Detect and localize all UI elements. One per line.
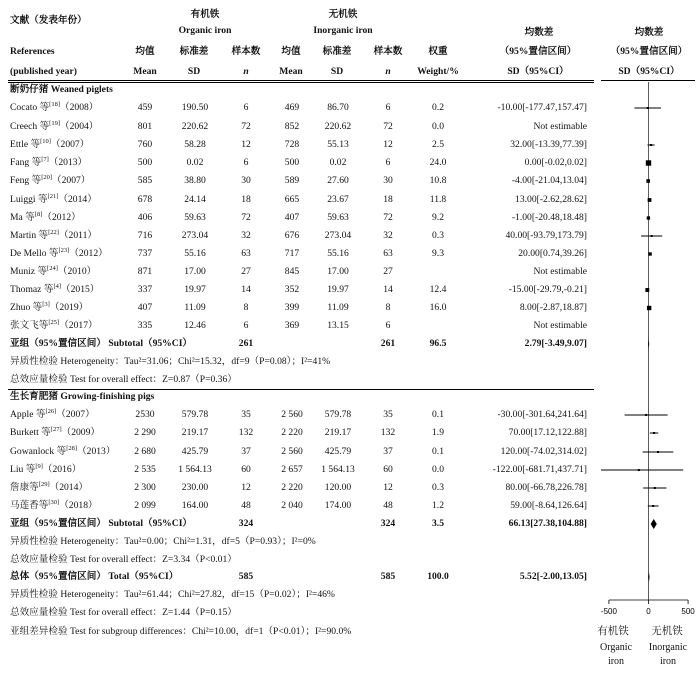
x-tick-label: 500 [681, 607, 695, 616]
study-author: Creech 等 [10, 121, 50, 132]
header-sd-ci-2: SD（95%CI） [618, 66, 680, 77]
study-author: Burkett 等 [10, 427, 51, 438]
mean-organic: 407 [137, 302, 153, 313]
mean-inorganic: 852 [284, 121, 300, 132]
sd-organic: 0.02 [186, 157, 204, 168]
axis-left-cn: 有机铁 [597, 626, 629, 637]
group-title: 断奶仔猪 Weaned piglets [10, 84, 113, 95]
header-organic-en: Organic iron [178, 25, 232, 36]
study-citation: [10] [40, 137, 51, 145]
study-citation: [8] [34, 210, 43, 218]
sd-organic: 230.00 [181, 482, 209, 493]
study-point [645, 414, 647, 416]
n-inorganic: 72 [383, 212, 393, 223]
n-organic: 6 [243, 157, 249, 168]
mean-diff-ci: -122.00[-681.71,437.71] [492, 464, 587, 475]
mean-organic: 2 535 [134, 464, 156, 475]
sd-organic: 11.09 [184, 302, 206, 313]
weight-value: 0.3 [432, 482, 444, 493]
sd-inorganic: 86.70 [327, 102, 349, 113]
n-organic: 14 [241, 284, 251, 295]
study-point [650, 144, 652, 146]
header-avg-cn-2: 均值 [281, 46, 301, 57]
study-author: Fang 等 [10, 157, 42, 168]
n-organic: 72 [241, 121, 251, 132]
mean-inorganic: 589 [284, 175, 300, 186]
mean-inorganic: 352 [284, 284, 300, 295]
sd-inorganic: 220.62 [324, 121, 352, 132]
weight-value: 2.5 [432, 139, 444, 150]
sd-inorganic: 0.02 [329, 157, 347, 168]
study-point [646, 160, 651, 165]
n-inorganic: 63 [383, 248, 393, 259]
study-citation: [24] [47, 264, 58, 272]
header-n-2: n [385, 66, 391, 77]
study-citation: [26] [45, 407, 57, 415]
subtotal-diamond [651, 519, 657, 529]
header-mean-1: Mean [133, 66, 157, 77]
mean-organic: 2 099 [134, 500, 156, 511]
study-author: Feng 等 [10, 175, 42, 186]
overall-effect-text: 总效应量检验 Test for overall effect：Z=0.87（P=0.36） [10, 374, 237, 385]
mean-diff-ci: 59.00[-8.64,126.64] [510, 500, 587, 511]
total-ci: 5.52[-2.00,13.05] [519, 571, 587, 582]
subtotal-n-inorganic: 261 [380, 338, 396, 349]
n-organic: 72 [241, 212, 251, 223]
study-author: Zhuo 等 [10, 302, 43, 313]
weight-value: 1.9 [432, 427, 444, 438]
study-year: （2016） [42, 464, 82, 475]
weight-value: 0.0 [432, 464, 444, 475]
sd-organic: 425.79 [181, 446, 209, 457]
subtotal-weight: 96.5 [429, 338, 447, 349]
study-citation: [25] [48, 318, 60, 326]
subtotal-weight: 3.5 [432, 518, 444, 529]
study-year: （2007） [50, 139, 90, 150]
axis-left-en-1: Organic [599, 642, 633, 653]
sd-organic: 219.17 [181, 427, 209, 438]
axis-right-en-1: Inorganic [648, 642, 688, 653]
mean-inorganic: 2 220 [281, 427, 303, 438]
mean-inorganic: 407 [284, 212, 300, 223]
overall-effect-text: 总效应量检验 Test for overall effect：Z=3.34（P<0.01） [10, 554, 237, 565]
n-inorganic: 6 [385, 320, 391, 331]
study-citation: [22] [48, 228, 59, 236]
sd-organic: 55.16 [184, 248, 206, 259]
header-sd-cn-1: 标准差 [179, 46, 209, 57]
mean-inorganic: 2 560 [281, 409, 303, 420]
weight-value: 24.0 [429, 157, 447, 168]
sd-organic: 273.04 [181, 230, 209, 241]
x-tick-label: -500 [600, 607, 617, 616]
mean-diff-ci: Not estimable [533, 121, 587, 132]
mean-diff-ci: 70.00[17.12,122.88] [508, 427, 587, 438]
mean-organic: 2 680 [134, 446, 156, 457]
study-author: Luiggi 等 [10, 194, 48, 205]
mean-diff-ci: 13.00[-2.62,28.62] [515, 194, 587, 205]
weight-value: 0.0 [432, 121, 444, 132]
weight-value: 9.3 [432, 248, 444, 259]
study-year: （2013） [77, 446, 116, 457]
mean-organic: 337 [137, 284, 153, 295]
n-organic: 30 [241, 175, 251, 186]
mean-inorganic: 676 [284, 230, 300, 241]
mean-diff-ci: Not estimable [533, 320, 587, 331]
mean-inorganic: 2 560 [281, 446, 303, 457]
study-citation: [29] [38, 480, 50, 488]
n-inorganic: 48 [383, 500, 393, 511]
header-weight-cn: 权重 [428, 46, 448, 57]
sd-organic: 17.00 [184, 266, 206, 277]
mean-organic: 335 [137, 320, 153, 331]
mean-organic: 2 290 [134, 427, 156, 438]
weight-value: 9.2 [432, 212, 444, 223]
study-author: 张文飞等 [10, 320, 49, 331]
mean-organic: 737 [137, 248, 153, 259]
axis-left-en-2: iron [607, 656, 625, 667]
study-point [647, 306, 651, 310]
n-inorganic: 6 [385, 102, 391, 113]
study-year: （2017） [59, 320, 98, 331]
study-author: De Mello 等 [10, 248, 59, 259]
header-sd-cn-2: 标准差 [322, 46, 352, 57]
header-weight: Weight/% [417, 66, 459, 77]
n-organic: 32 [241, 230, 251, 241]
n-inorganic: 32 [383, 230, 393, 241]
mean-diff-ci: Not estimable [533, 266, 587, 277]
sd-organic: 12.46 [184, 320, 206, 331]
sd-organic: 38.80 [184, 175, 206, 186]
header-organic-cn: 有机铁 [190, 9, 220, 20]
sd-organic: 1 564.13 [178, 464, 212, 475]
header-n-1: n [243, 66, 249, 77]
sd-organic: 24.14 [184, 194, 206, 205]
sd-inorganic: 579.78 [324, 409, 352, 420]
sd-inorganic: 11.09 [327, 302, 349, 313]
header-ci-cn: （95%置信区间） [499, 46, 577, 57]
study-year: （2007） [52, 175, 91, 186]
sd-inorganic: 27.60 [327, 175, 349, 186]
sd-organic: 220.62 [181, 121, 209, 132]
mean-organic: 2 300 [134, 482, 156, 493]
mean-inorganic: 369 [284, 320, 300, 331]
study-author: 马莲香等 [10, 500, 49, 511]
study-citation: [30] [48, 498, 60, 506]
n-organic: 27 [241, 266, 251, 277]
sd-organic: 164.00 [181, 500, 209, 511]
study-point [647, 107, 649, 109]
study-year: （2007） [56, 409, 95, 420]
subtotal-ci: 66.13[27.38,104.88] [508, 518, 587, 529]
sd-inorganic: 219.17 [324, 427, 352, 438]
weight-value: 1.2 [432, 500, 444, 511]
mean-diff-ci: -10.00[-177.47,157.47] [497, 102, 587, 113]
sd-inorganic: 174.00 [324, 500, 352, 511]
n-organic: 6 [243, 320, 249, 331]
sd-inorganic: 1 564.13 [321, 464, 355, 475]
subtotal-n-organic: 261 [238, 338, 254, 349]
n-inorganic: 27 [383, 266, 393, 277]
subtotal-n-organic: 324 [238, 518, 254, 529]
header-n-cn-1: 样本数 [231, 46, 261, 57]
n-inorganic: 8 [385, 302, 391, 313]
mean-organic: 459 [137, 102, 153, 113]
mean-inorganic: 2 040 [281, 500, 303, 511]
weight-value: 12.4 [429, 284, 447, 295]
n-organic: 48 [241, 500, 251, 511]
header-references: References [10, 46, 55, 57]
study-citation: [18] [49, 100, 61, 108]
mean-inorganic: 500 [284, 157, 300, 168]
n-inorganic: 132 [380, 427, 396, 438]
mean-diff-ci: 120.00[-74.02,314.02] [500, 446, 587, 457]
study-author: Liu 等 [10, 464, 36, 475]
header-mean-cn-2: 均数差 [634, 27, 664, 38]
sd-inorganic: 17.00 [327, 266, 349, 277]
mean-diff-ci: -15.00[-29.79,-0.21] [508, 284, 587, 295]
n-organic: 63 [241, 248, 251, 259]
study-citation: [21] [47, 192, 59, 200]
mean-organic: 801 [137, 121, 153, 132]
mean-organic: 585 [137, 175, 153, 186]
study-author: Gowanlock 等 [10, 446, 67, 457]
study-citation: [20] [41, 173, 53, 181]
mean-diff-ci: 0.00[-0.02,0.02] [524, 157, 587, 168]
study-year: （2015） [61, 284, 100, 295]
n-inorganic: 30 [383, 175, 393, 186]
mean-organic: 406 [137, 212, 153, 223]
heterogeneity-text: 异质性检验 Heterogeneity：Tau²=0.00；Chi²=1.31，df=5（P=0.93）；I²=0% [10, 536, 316, 547]
sd-inorganic: 13.15 [327, 320, 349, 331]
weight-value: 0.1 [432, 446, 444, 457]
x-tick-label: 0 [646, 607, 651, 616]
study-point [648, 198, 652, 202]
total-heterogeneity-text: 异质性检验 Heterogeneity：Tau²=61.44；Chi²=27.82，df=15（P=0.02）；I²=46% [10, 589, 335, 600]
sd-inorganic: 55.16 [327, 248, 349, 259]
study-year: （2018） [59, 500, 98, 511]
header-sd-1: SD [187, 66, 201, 77]
sd-inorganic: 55.13 [327, 139, 349, 150]
subtotal-ci: 2.79[-3.49,9.07] [524, 338, 587, 349]
n-inorganic: 12 [383, 482, 393, 493]
mean-diff-ci: -4.00[-21.04,13.04] [511, 175, 587, 186]
n-inorganic: 6 [385, 157, 391, 168]
study-author: Muniz 等 [10, 266, 48, 277]
study-author: Martin 等 [10, 230, 49, 241]
study-year: （2004） [60, 121, 99, 132]
mean-inorganic: 717 [284, 248, 300, 259]
sd-organic: 59.63 [184, 212, 206, 223]
header-inorganic-en: Inorganic iron [313, 25, 373, 36]
mean-inorganic: 845 [284, 266, 300, 277]
study-year: （2014） [58, 194, 97, 205]
sd-organic: 190.50 [181, 102, 209, 113]
subgroup-difference-text: 亚组差异检验 Test for subgroup differences：Chi²=10.00，df=1（P<0.01）；I²=90.0% [10, 626, 352, 637]
mean-inorganic: 728 [284, 139, 300, 150]
n-organic: 12 [241, 482, 251, 493]
study-author: Cocato 等 [10, 102, 50, 113]
n-organic: 12 [241, 139, 251, 150]
mean-diff-ci: 80.00[-66.78,226.78] [505, 482, 587, 493]
study-citation: [4] [53, 282, 62, 290]
study-year: （2013） [48, 157, 88, 168]
total-weight: 100.0 [427, 571, 449, 582]
mean-diff-ci: 40.00[-93.79,173.79] [505, 230, 587, 241]
mean-inorganic: 2 657 [281, 464, 303, 475]
study-point [653, 432, 655, 434]
total-n-inorganic: 585 [380, 571, 396, 582]
header-inorganic-cn: 无机铁 [328, 9, 358, 20]
study-year: （2019） [49, 302, 89, 313]
study-point [657, 451, 659, 453]
sd-inorganic: 425.79 [324, 446, 352, 457]
sd-organic: 579.78 [181, 409, 209, 420]
study-citation: [9] [35, 462, 43, 470]
study-point [648, 252, 651, 255]
sd-inorganic: 19.97 [327, 284, 349, 295]
mean-organic: 678 [137, 194, 153, 205]
n-inorganic: 60 [383, 464, 393, 475]
n-inorganic: 14 [383, 284, 393, 295]
n-organic: 8 [243, 302, 249, 313]
study-point [651, 235, 653, 237]
header-ref-cn: 文献（发表年份） [10, 15, 87, 26]
mean-inorganic: 665 [284, 194, 300, 205]
subtotal-label: 亚组（95%置信区间） Subtotal（95%CI） [10, 518, 193, 529]
study-year: （2008） [60, 102, 99, 113]
weight-value: 0.1 [432, 409, 444, 420]
mean-organic: 871 [137, 266, 153, 277]
sd-inorganic: 59.63 [327, 212, 349, 223]
mean-inorganic: 469 [284, 102, 300, 113]
sd-organic: 19.97 [184, 284, 206, 295]
study-citation: [3] [42, 300, 50, 308]
subtotal-label: 亚组（95%置信区间） Subtotal（95%CI） [10, 338, 193, 349]
mean-inorganic: 399 [284, 302, 300, 313]
study-point [647, 216, 650, 219]
header-pub-year: (published year) [10, 66, 77, 77]
header-sd-ci: SD（95%CI） [507, 66, 569, 77]
weight-value: 11.8 [429, 194, 447, 205]
study-author: 詹康等 [10, 482, 39, 493]
mean-organic: 2530 [135, 409, 155, 420]
sd-inorganic: 273.04 [324, 230, 352, 241]
study-year: （2010） [57, 266, 97, 277]
mean-organic: 760 [137, 139, 153, 150]
sd-inorganic: 23.67 [327, 194, 349, 205]
group-title: 生长育肥猪 Growing-finishing pigs [10, 391, 155, 402]
n-inorganic: 72 [383, 121, 393, 132]
n-organic: 132 [238, 427, 254, 438]
study-point [645, 288, 649, 292]
study-citation: [7] [41, 155, 49, 163]
study-author: Thomaz 等 [10, 284, 54, 295]
mean-diff-ci: -30.00[-301.64,241.64] [497, 409, 587, 420]
study-year: （2009） [61, 427, 100, 438]
study-year: （2014） [49, 482, 88, 493]
n-inorganic: 12 [383, 139, 393, 150]
axis-right-cn: 无机铁 [651, 626, 683, 637]
header-mean-cn: 均数差 [524, 27, 554, 38]
mean-diff-ci: 32.00[-13.39,77.39] [510, 139, 587, 150]
study-year: （2012） [69, 248, 108, 259]
weight-value: 10.8 [429, 175, 447, 186]
sd-inorganic: 120.00 [324, 482, 352, 493]
n-organic: 6 [243, 102, 249, 113]
weight-value: 0.3 [432, 230, 444, 241]
heterogeneity-text: 异质性检验 Heterogeneity：Tau²=31.06；Chi²=15.32，df=9（P=0.08）；I²=41% [10, 356, 331, 367]
study-citation: [28] [66, 444, 78, 452]
study-point [652, 505, 654, 507]
study-point [654, 487, 656, 489]
total-overall-effect-text: 总效应量检验 Test for overall effect：Z=1.44（P=0.15） [10, 607, 237, 618]
study-year: （2011） [58, 230, 97, 241]
mean-inorganic: 2 220 [281, 482, 303, 493]
mean-organic: 716 [137, 230, 153, 241]
study-author: Ma 等 [10, 212, 35, 223]
study-point [646, 179, 650, 183]
study-citation: [23] [58, 246, 70, 254]
study-author: Ettle 等 [10, 139, 41, 150]
n-inorganic: 35 [383, 409, 393, 420]
subtotal-n-inorganic: 324 [380, 518, 396, 529]
study-point [638, 469, 640, 471]
header-mean-2: Mean [279, 66, 303, 77]
axis-right-en-2: iron [659, 656, 677, 667]
weight-value: 16.0 [429, 302, 447, 313]
n-inorganic: 37 [383, 446, 393, 457]
study-author: Apple 等 [10, 409, 46, 420]
n-inorganic: 18 [383, 194, 393, 205]
header-sd-2: SD [330, 66, 344, 77]
study-citation: [19] [49, 119, 61, 127]
n-organic: 37 [241, 446, 251, 457]
n-organic: 60 [241, 464, 251, 475]
mean-diff-ci: 8.00[-2.87,18.87] [519, 302, 587, 313]
n-organic: 35 [241, 409, 251, 420]
header-n-cn-2: 样本数 [373, 46, 403, 57]
total-n-organic: 585 [238, 571, 254, 582]
mean-organic: 500 [137, 157, 153, 168]
mean-diff-ci: -1.00[-20.48,18.48] [511, 212, 587, 223]
header-ci-cn-2: （95%置信区间） [610, 46, 688, 57]
weight-value: 0.2 [432, 102, 444, 113]
study-citation: [27] [50, 425, 62, 433]
sd-organic: 58.28 [184, 139, 206, 150]
mean-diff-ci: 20.00[0.74,39.26] [518, 248, 587, 259]
total-label: 总体（95%置信区间） Total（95%CI） [10, 571, 179, 582]
n-organic: 18 [241, 194, 251, 205]
header-avg-cn-1: 均值 [135, 46, 155, 57]
study-year: （2012） [42, 212, 81, 223]
